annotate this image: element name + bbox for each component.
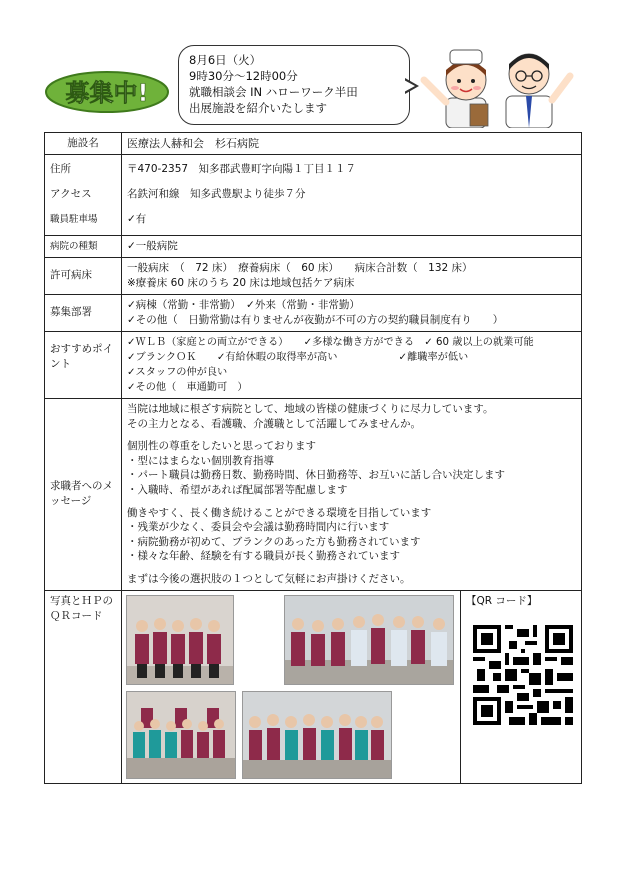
staff-photo-2: [284, 595, 454, 685]
doctor-icon: [506, 54, 570, 128]
photo-label: 写真とＨＰのＱＲコード: [45, 590, 122, 783]
message-line-7: ・入職時、希望があれば配属部署等配慮します: [127, 483, 348, 496]
message-line-9: 働きやすく、長く働き続けることができる環境を目指しています: [127, 506, 432, 519]
facility-row: [45, 133, 582, 155]
beds-label: 許可病床: [45, 258, 122, 295]
facility-label: 施設名: [45, 133, 122, 155]
parking-value: ✓有: [127, 213, 147, 225]
message-line-4: 個別性の尊重をしたいと思っております: [127, 440, 316, 453]
parking-label: 職員駐車場: [50, 214, 98, 225]
photo-row: [45, 590, 582, 783]
qr-label: 【QR コード】: [466, 594, 538, 607]
beds-line-2: ※療養床 60 床のうち 20 床は地域包括ケア病床: [127, 277, 355, 289]
address-value: 〒470-2357 知多郡武豊町字向陽１丁目１１７: [127, 163, 357, 175]
address-access-parking-row: [45, 155, 582, 236]
nurse-doctor-illustration: [414, 36, 574, 128]
message-label: 求職者へのメッセージ: [45, 399, 122, 591]
points-row: [45, 332, 582, 399]
facility-value: 医療法人赫和会 杉石病院: [122, 133, 582, 155]
nurse-icon: [424, 50, 488, 128]
message-spacer: [127, 431, 576, 439]
staff-photos: [122, 591, 461, 783]
facility-info-table: [44, 132, 582, 784]
message-line-2: その主力となる、看護職、介護職として活躍してみませんか。: [127, 417, 421, 430]
points-label: おすすめポイント: [45, 332, 122, 399]
message-line-6: ・パート職員は勤務日数、勤務時間、休日勤務等、お互いに話し合い決定します: [127, 469, 505, 482]
message-line-12: ・様々な年齢、経験を有する職員が長く勤務されています: [127, 550, 400, 563]
badge-text: 募集中!: [65, 79, 149, 107]
beds-row: [45, 258, 582, 295]
bubble-note: 出展施設を紹介いたします: [189, 101, 327, 115]
beds-line-1: 一般病床 （ 72 床） 療養病床（ 60 床） 病床合計数（ 132 床）: [127, 262, 473, 274]
point-line-1: ✓ＷＬＢ（家庭との両立ができる） ✓多様な働き方ができる ✓ 60 歳以上の就業可能: [127, 337, 534, 348]
point-line-4: ✓その他（ 車通勤可 ）: [127, 382, 248, 393]
bubble-event: 就職相談会 IN ハローワーク半田: [189, 85, 358, 99]
message-line-14: まずは今後の選択肢の１つとして気軽にお声掛けください。: [127, 572, 411, 585]
address-label: 住所: [50, 163, 71, 175]
qr-code-icon[interactable]: [473, 625, 573, 730]
message-spacer: [127, 498, 576, 506]
message-row: [45, 399, 582, 591]
message-line-11: ・病院勤務が初めて、ブランクのあった方も勤務されています: [127, 535, 421, 548]
staff-photo-3: [126, 691, 236, 779]
type-row: [45, 236, 582, 258]
type-label: 病院の種類: [45, 236, 122, 258]
dept-line-1: ✓病棟（常勤・非常勤） ✓外来（常勤・非常勤）: [127, 299, 360, 311]
access-label: アクセス: [50, 188, 92, 200]
qr-section: [461, 591, 581, 783]
access-value: 名鉄河和線 知多武豊駅より徒歩７分: [127, 188, 306, 200]
message-line-1: 当院は地域に根ざす病院として、地域の皆様の健康づくりに尽力しています。: [127, 403, 494, 415]
dept-label: 募集部署: [45, 295, 122, 332]
point-line-2: ✓ブランクＯＫ ✓有給休暇の取得率が高い ✓離職率が低い: [127, 352, 469, 363]
dept-row: [45, 295, 582, 332]
bubble-date: 8月6日（火）: [189, 53, 262, 67]
type-value: ✓一般病院: [122, 236, 582, 258]
bubble-time: 9時30分～12時00分: [189, 69, 298, 83]
staff-photo-1: [126, 595, 234, 685]
message-line-10: ・残業が少なく、委員会や会議は勤務時間内に行います: [127, 521, 390, 534]
recruiting-badge: [44, 70, 170, 114]
dept-line-2: ✓その他（ 日勤常勤は有りませんが夜勤が不可の方の契約職員制度有り ）: [127, 314, 504, 326]
event-bubble: [178, 45, 410, 125]
message-spacer: [127, 564, 576, 572]
message-line-5: ・型にはまらない個別教育指導: [127, 454, 274, 467]
staff-photo-4: [242, 691, 392, 779]
point-line-3: ✓スタッフの仲が良い: [127, 367, 228, 378]
